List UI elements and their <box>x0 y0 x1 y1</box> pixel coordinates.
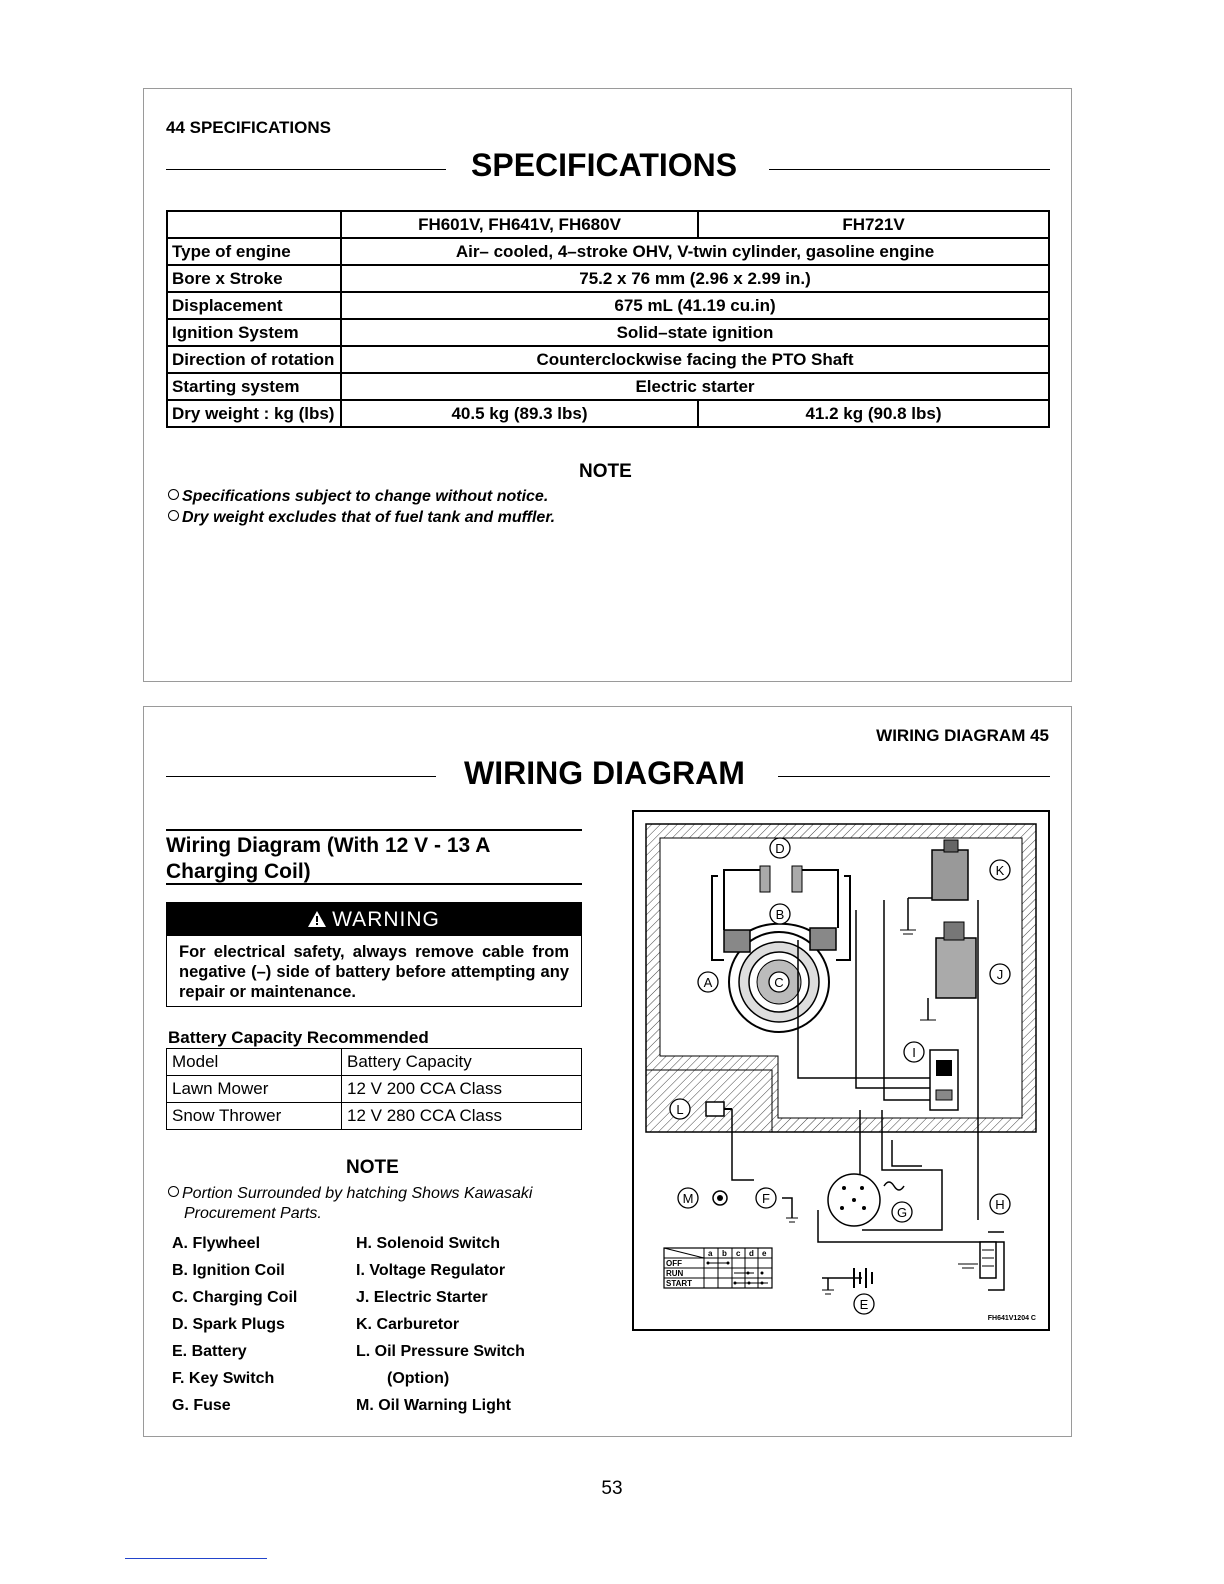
callout-text: D <box>775 841 785 856</box>
table-header-cell: FH601V, FH641V, FH680V <box>341 211 698 238</box>
switch-col: d <box>749 1249 754 1258</box>
wiring-diagram-panel <box>143 706 1072 1437</box>
title-rule-right <box>778 776 1050 777</box>
callout-g <box>892 1202 912 1222</box>
callout-i <box>904 1042 924 1062</box>
warning-text: For electrical safety, always remove cable from negative (–) side of battery before attempting any repair or maintenance. <box>179 943 569 1001</box>
callout-text: A <box>703 975 713 990</box>
switch-row: RUN <box>666 1269 684 1278</box>
legend-item: H. Solenoid Switch <box>356 1235 501 1252</box>
table-header-row <box>167 211 1049 238</box>
subtitle-line: Charging Coil) <box>166 860 311 883</box>
legend-item: L. Oil Pressure Switch <box>356 1343 525 1360</box>
callout-l <box>670 1099 690 1119</box>
table-cell: Battery Capacity <box>342 1049 582 1076</box>
page-number: 53 <box>601 1478 623 1499</box>
row-value: Counterclockwise facing the PTO Shaft <box>341 346 1049 373</box>
legend-item: A. Flywheel <box>172 1235 261 1252</box>
callout-text: L <box>676 1102 684 1117</box>
legend-item: K. Carburetor <box>356 1316 460 1333</box>
callout-text: I <box>912 1045 916 1060</box>
table-row <box>167 238 1049 265</box>
table-cell: 12 V 280 CCA Class <box>342 1103 582 1130</box>
legend-item: M. Oil Warning Light <box>356 1397 511 1414</box>
key-switch-icon <box>828 1174 880 1226</box>
callout-text: G <box>896 1205 908 1220</box>
callout-text: M <box>682 1191 694 1206</box>
table-row <box>167 1049 582 1076</box>
legend-item: (Option) <box>387 1370 450 1387</box>
note-title: NOTE <box>346 1157 399 1178</box>
switch-col: b <box>722 1249 727 1258</box>
switch-col: e <box>762 1249 767 1258</box>
note-item <box>168 1185 532 1203</box>
row-value: 75.2 x 76 mm (2.96 x 2.99 in.) <box>341 265 1049 292</box>
callout-m <box>678 1188 698 1208</box>
title-rule-left <box>166 776 436 777</box>
switch-col: a <box>708 1249 713 1258</box>
wiring-subtitle <box>166 829 582 885</box>
battery-table <box>166 1048 582 1130</box>
table-cell: Model <box>167 1049 342 1076</box>
row-value: Solid–state ignition <box>341 319 1049 346</box>
bullet-icon <box>168 510 179 521</box>
table-cell: Snow Thrower <box>167 1103 342 1130</box>
warning-title: WARNING <box>332 908 440 931</box>
warning-header <box>167 903 581 936</box>
legend-item: B. Ignition Coil <box>172 1262 285 1279</box>
title-rule-right <box>769 169 1050 170</box>
row-label: Starting system <box>167 373 341 400</box>
note-text: Procurement Parts. <box>184 1205 322 1222</box>
page-header-left: 44 SPECIFICATIONS <box>166 118 331 137</box>
legend-item: F. Key Switch <box>172 1370 275 1387</box>
page-title: SPECIFICATIONS <box>471 147 738 183</box>
link-underline[interactable] <box>125 1558 267 1559</box>
callout-text: E <box>859 1297 869 1312</box>
callout-f <box>756 1188 776 1208</box>
bullet-icon <box>168 489 179 500</box>
table-cell: Lawn Mower <box>167 1076 342 1103</box>
note-text: Portion Surrounded by hatching Shows Kawasaki <box>182 1185 533 1202</box>
switch-col: c <box>736 1249 741 1258</box>
table-row <box>167 319 1049 346</box>
callout-k <box>990 860 1010 880</box>
switch-row: OFF <box>666 1259 682 1268</box>
voltage-regulator-icon <box>930 1050 958 1110</box>
row-value: 41.2 kg (90.8 lbs) <box>698 400 1049 427</box>
callout-c <box>769 972 789 992</box>
table-row <box>167 265 1049 292</box>
note-text: Dry weight excludes that of fuel tank and muffler. <box>182 509 556 526</box>
row-label: Direction of rotation <box>167 346 341 373</box>
warning-box <box>166 902 582 1007</box>
oil-warning-light-icon <box>713 1191 727 1205</box>
table-row <box>167 292 1049 319</box>
row-label: Dry weight : kg (lbs) <box>167 400 341 427</box>
table-header-cell <box>167 211 341 238</box>
callout-a <box>698 972 718 992</box>
legend-item: E. Battery <box>172 1343 247 1360</box>
legend-item: C. Charging Coil <box>172 1289 298 1306</box>
specifications-panel <box>143 88 1072 682</box>
table-row <box>167 346 1049 373</box>
note-text: Specifications subject to change without notice. <box>182 488 549 505</box>
specifications-table <box>166 210 1050 428</box>
subtitle-line: Wiring Diagram (With 12 V - 13 A <box>166 834 491 857</box>
warning-icon <box>308 911 326 927</box>
row-label: Type of engine <box>167 238 341 265</box>
row-value: 675 mL (41.19 cu.in) <box>341 292 1049 319</box>
page-header-right: WIRING DIAGRAM 45 <box>876 726 1049 745</box>
row-label: Bore x Stroke <box>167 265 341 292</box>
row-value: Air– cooled, 4–stroke OHV, V-twin cylinder, gasoline engine <box>341 238 1049 265</box>
legend-item: D. Spark Plugs <box>172 1316 285 1333</box>
legend-item: I. Voltage Regulator <box>356 1262 506 1279</box>
callout-b <box>770 904 790 924</box>
row-value: Electric starter <box>341 373 1049 400</box>
legend-item: J. Electric Starter <box>356 1289 488 1306</box>
callout-e <box>854 1294 874 1314</box>
figure-code: FH641V1204 C <box>987 1315 1036 1322</box>
callout-j <box>990 964 1010 984</box>
row-label: Displacement <box>167 292 341 319</box>
table-row <box>167 373 1049 400</box>
callout-text: C <box>774 975 784 990</box>
callout-text: J <box>996 967 1004 982</box>
callout-d <box>770 838 790 858</box>
wiring-schematic <box>632 810 1050 1331</box>
legend-item: G. Fuse <box>172 1397 231 1414</box>
table-row <box>167 400 1049 427</box>
page-title: WIRING DIAGRAM <box>464 755 745 791</box>
callout-text: H <box>995 1197 1005 1212</box>
note-item <box>168 488 548 506</box>
switch-row: START <box>666 1279 693 1288</box>
table-row <box>167 1103 582 1130</box>
table-row <box>167 1076 582 1103</box>
table-cell: 12 V 200 CCA Class <box>342 1076 582 1103</box>
callout-text: K <box>995 863 1005 878</box>
row-label: Ignition System <box>167 319 341 346</box>
callout-text: F <box>762 1191 770 1206</box>
row-value: 40.5 kg (89.3 lbs) <box>341 400 698 427</box>
callout-text: B <box>775 907 785 922</box>
note-title: NOTE <box>579 461 632 482</box>
battery-title: Battery Capacity Recommended <box>168 1028 429 1047</box>
callout-h <box>990 1194 1010 1214</box>
title-rule-left <box>166 169 446 170</box>
switch-table <box>664 1248 772 1288</box>
note-item <box>168 509 555 527</box>
table-header-cell: FH721V <box>698 211 1049 238</box>
bullet-icon <box>168 1186 179 1197</box>
